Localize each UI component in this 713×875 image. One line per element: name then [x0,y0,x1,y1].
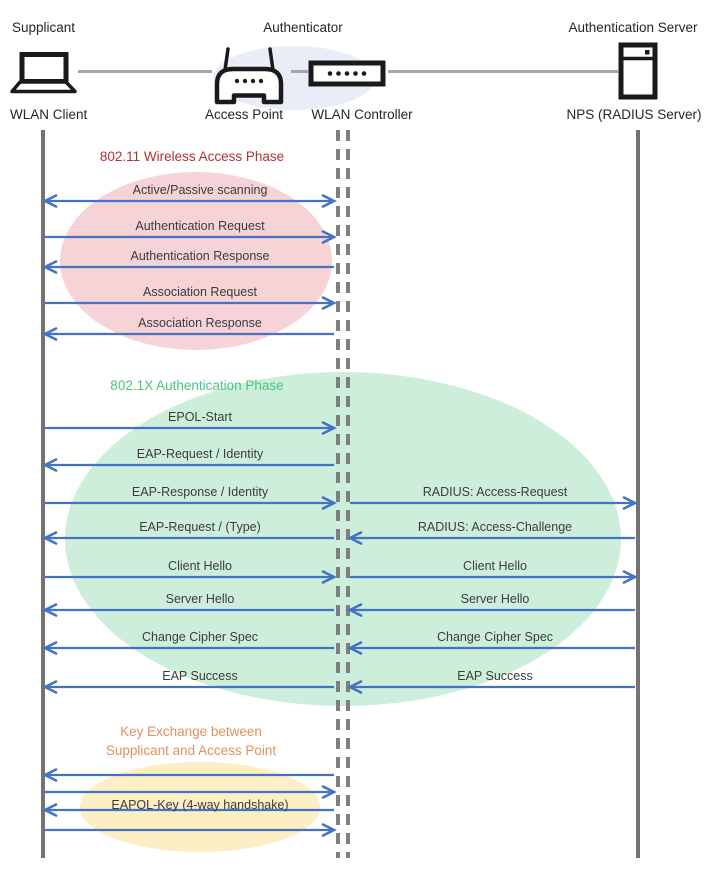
link-client-to-ap [78,70,212,73]
device-label-wlan-controller: WLAN Controller [311,107,413,122]
actor-role-authenticator: Authenticator [263,20,343,35]
link-ap-to-wlc [291,70,308,73]
device-label-access-point: Access Point [204,107,284,122]
message-label: Authentication Request [135,219,265,233]
phase-8021x-ellipse [65,372,621,706]
server-icon [618,42,658,100]
wlan-controller-icon [308,60,386,87]
phase-title-keyexchange-line1: Key Exchange between [120,724,262,739]
message-label: RADIUS: Access-Challenge [417,520,573,534]
message-label: Authentication Response [130,249,270,263]
message-label: Active/Passive scanning [132,183,268,197]
lifeline-tunnel-right [346,130,350,858]
message-label: EAP-Response / Identity [131,485,269,499]
message-label: Client Hello [168,559,232,573]
phase-title-80211: 802.11 Wireless Access Phase [99,149,285,164]
message-label: Server Hello [165,592,235,606]
laptop-icon [10,51,80,95]
device-label-nps: NPS (RADIUS Server) [566,107,702,122]
message-label: EAP Success [162,669,238,683]
phase-title-keyexchange [106,722,276,760]
message-label: Association Response [138,316,262,330]
lifeline-tunnel-left [336,130,340,858]
lifeline-auth-server [636,130,640,858]
message-label: Change Cipher Spec [436,630,554,644]
message-label: EAP-Request / Identity [136,447,264,461]
message-label: EPOL-Start [168,410,232,424]
phase-title-keyexchange-line2: Supplicant and Access Point [105,743,277,758]
actor-role-auth-server: Authentication Server [568,20,698,35]
actor-role-supplicant: Supplicant [12,20,76,35]
link-wlc-to-server [388,70,618,73]
message-label: EAP Success [457,669,533,683]
message-label: RADIUS: Access-Request [422,485,568,499]
message-label: Association Request [143,285,257,299]
message-label: Server Hello [460,592,530,606]
device-label-wlan-client: WLAN Client [10,107,88,122]
phase-title-8021x: 802.1X Authentication Phase [110,378,284,393]
message-label: EAPOL-Key (4-way handshake) [111,798,289,812]
message-label: EAP-Request / (Type) [139,520,261,534]
message-label: Client Hello [463,559,527,573]
lifeline-supplicant [41,130,45,858]
message-label: Change Cipher Spec [141,630,259,644]
access-point-icon [213,46,285,105]
